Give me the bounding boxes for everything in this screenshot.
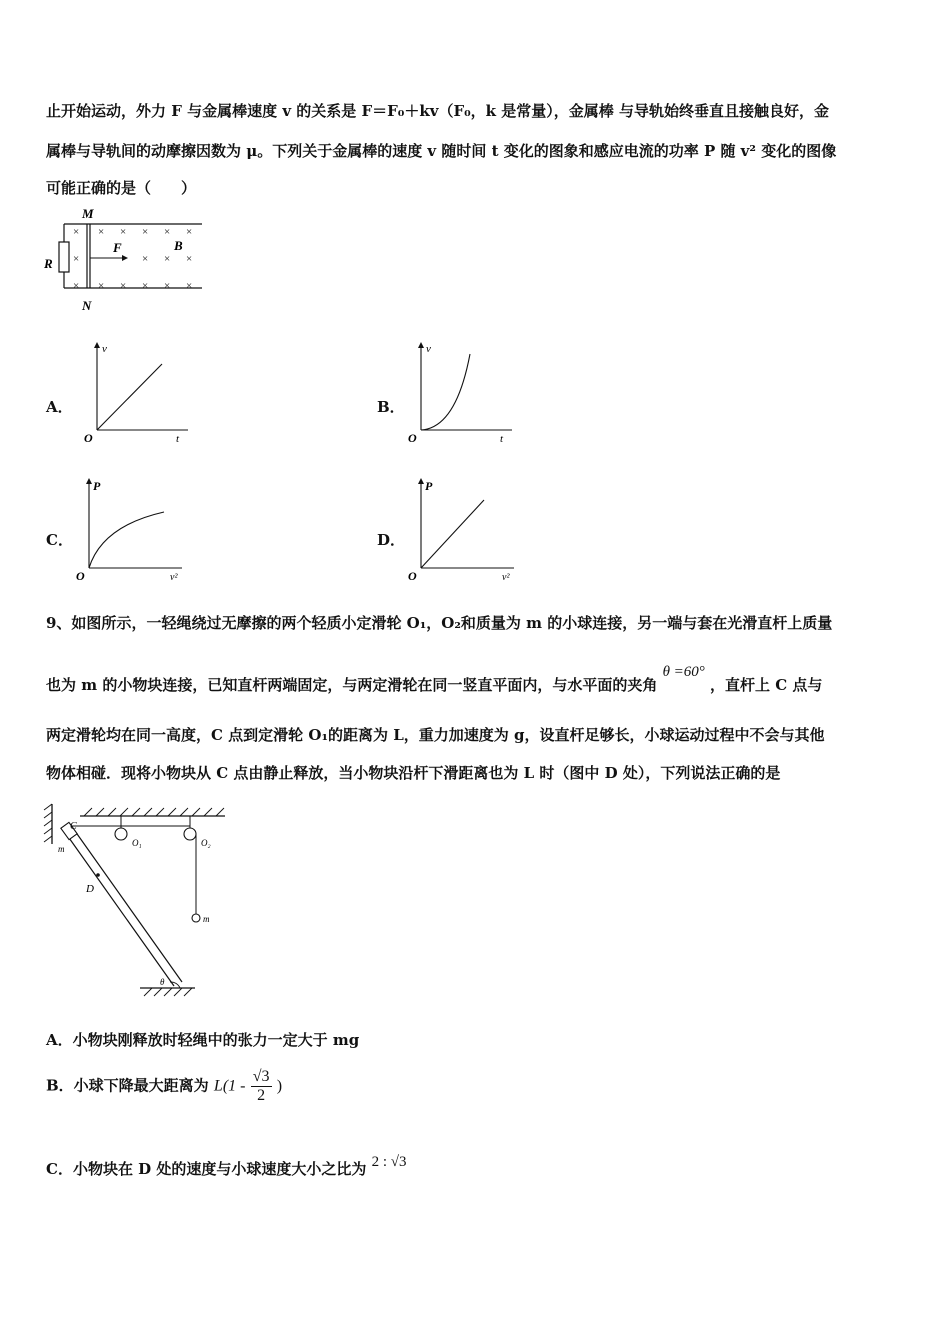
svg-text:×: × — [142, 253, 149, 265]
x-axis-label: v² — [170, 572, 178, 583]
label-M: M — [82, 206, 94, 221]
pulley-O2 — [184, 828, 196, 840]
y-axis-label: v — [426, 343, 431, 355]
origin-label: O — [408, 569, 417, 583]
svg-text:×: × — [120, 280, 127, 292]
linear-curve — [97, 364, 162, 430]
pulley-O1 — [115, 828, 127, 840]
q9-option-c-text: C．小物块在 D 处的速度与小球速度大小之比为 — [46, 1160, 367, 1178]
magnetic-field-crosses — [73, 226, 192, 292]
pulley-rod-diagram — [40, 800, 240, 1000]
svg-text:×: × — [186, 280, 193, 292]
q9-text-line-1: 9、如图所示，一轻绳绕过无摩擦的两个轻质小定滑轮 O₁，O₂和质量为 m 的小球连接，另一端与套在光滑直杆上质量 — [46, 614, 833, 632]
option-c-label: C． — [46, 531, 73, 549]
x-axis-label: t — [500, 433, 504, 445]
fraction-numerator: √3 — [252, 1068, 270, 1085]
q8-text-line-1: 止开始运动，外力 F 与金属棒速度 v 的关系是 F＝F₀＋kv（F₀，k 是常量），金属棒 与导轨始终垂直且接触良好，金 — [46, 102, 830, 120]
option-a-label: A． — [46, 398, 73, 416]
label-theta: θ — [160, 977, 165, 987]
option-a-graph — [80, 340, 195, 445]
label-N: N — [82, 298, 92, 313]
svg-text:×: × — [142, 280, 149, 292]
option-b-label: B． — [377, 398, 405, 416]
resistor — [59, 242, 69, 272]
option-d-label: D． — [377, 531, 406, 549]
svg-text:×: × — [186, 226, 193, 238]
label-R: R — [44, 256, 53, 271]
svg-text:×: × — [120, 226, 127, 238]
svg-text:×: × — [73, 253, 80, 265]
q8-text-line-3: 可能正确的是（ ） — [46, 179, 197, 197]
option-b-graph — [404, 340, 519, 445]
convex-curve — [421, 354, 470, 430]
fraction-denominator: 2 — [257, 1087, 266, 1104]
origin-label: O — [76, 569, 85, 583]
origin-label: O — [84, 431, 93, 445]
svg-text:×: × — [73, 226, 80, 238]
svg-text:×: × — [164, 226, 171, 238]
x-axis-label: t — [176, 433, 180, 445]
label-F: F — [113, 240, 122, 255]
svg-text:×: × — [98, 280, 105, 292]
svg-text:×: × — [164, 280, 171, 292]
y-axis-label: v — [102, 343, 107, 355]
linear-curve — [421, 500, 484, 568]
label-D: D — [86, 883, 94, 895]
label-m-ball: m — [203, 914, 210, 924]
q9-text-line-2b: ，直杆上 C 点与 — [710, 676, 823, 694]
q9-text-line-4: 物体相碰．现将小物块从 C 点由静止释放，当小物块沿杆下滑距离也为 L 时（图中 D 处），下列说法正确的是 — [46, 764, 781, 782]
option-b-fraction — [251, 1068, 272, 1105]
q9-option-b-text: B．小球下降最大距离为 — [46, 1076, 209, 1095]
y-axis-label: P — [93, 479, 101, 493]
option-b-expr-pre: L(1 - — [213, 1077, 246, 1095]
q8-text-line-2: 属棒与导轨间的动摩擦因数为 μ。下列关于金属棒的速度 v 随时间 t 变化的图象和感应电流的功率 P 随 v² 变化的图像 — [46, 142, 837, 160]
option-c-graph — [72, 476, 190, 584]
label-O1: O₁ — [132, 838, 142, 848]
svg-text:×: × — [73, 280, 80, 292]
y-axis-label: P — [425, 479, 433, 493]
svg-text:×: × — [186, 253, 193, 265]
label-B: B — [174, 238, 183, 253]
ball — [192, 914, 200, 922]
label-C: C — [70, 821, 77, 832]
label-O2: O₂ — [201, 838, 211, 848]
angle-expression: θ =60° — [662, 664, 705, 680]
x-axis-label: v² — [502, 572, 510, 583]
option-b-expr-post: ) — [276, 1077, 283, 1095]
rail-circuit-diagram — [40, 204, 210, 316]
svg-text:×: × — [98, 226, 105, 238]
q9-option-b — [46, 1068, 282, 1105]
option-d-graph — [404, 476, 522, 584]
q9-text-line-2 — [46, 664, 823, 695]
q9-option-c — [46, 1154, 407, 1179]
q9-text-line-3: 两定滑轮均在同一高度，C 点到定滑轮 O₁的距离为 L，重力加速度为 g，设直杆足够长，小球运动过程中不会与其他 — [46, 726, 825, 744]
origin-label: O — [408, 431, 417, 445]
label-m-block: m — [58, 844, 65, 854]
svg-text:×: × — [142, 226, 149, 238]
q9-option-a: A．小物块刚释放时轻绳中的张力一定大于 mg — [46, 1031, 360, 1049]
concave-curve — [89, 512, 164, 568]
q9-text-line-2a: 也为 m 的小物块连接，已知直杆两端固定，与两定滑轮在同一竖直平面内，与水平面的夹角 — [46, 676, 658, 694]
option-c-ratio: 2 : √3 — [371, 1154, 407, 1170]
svg-text:×: × — [164, 253, 171, 265]
